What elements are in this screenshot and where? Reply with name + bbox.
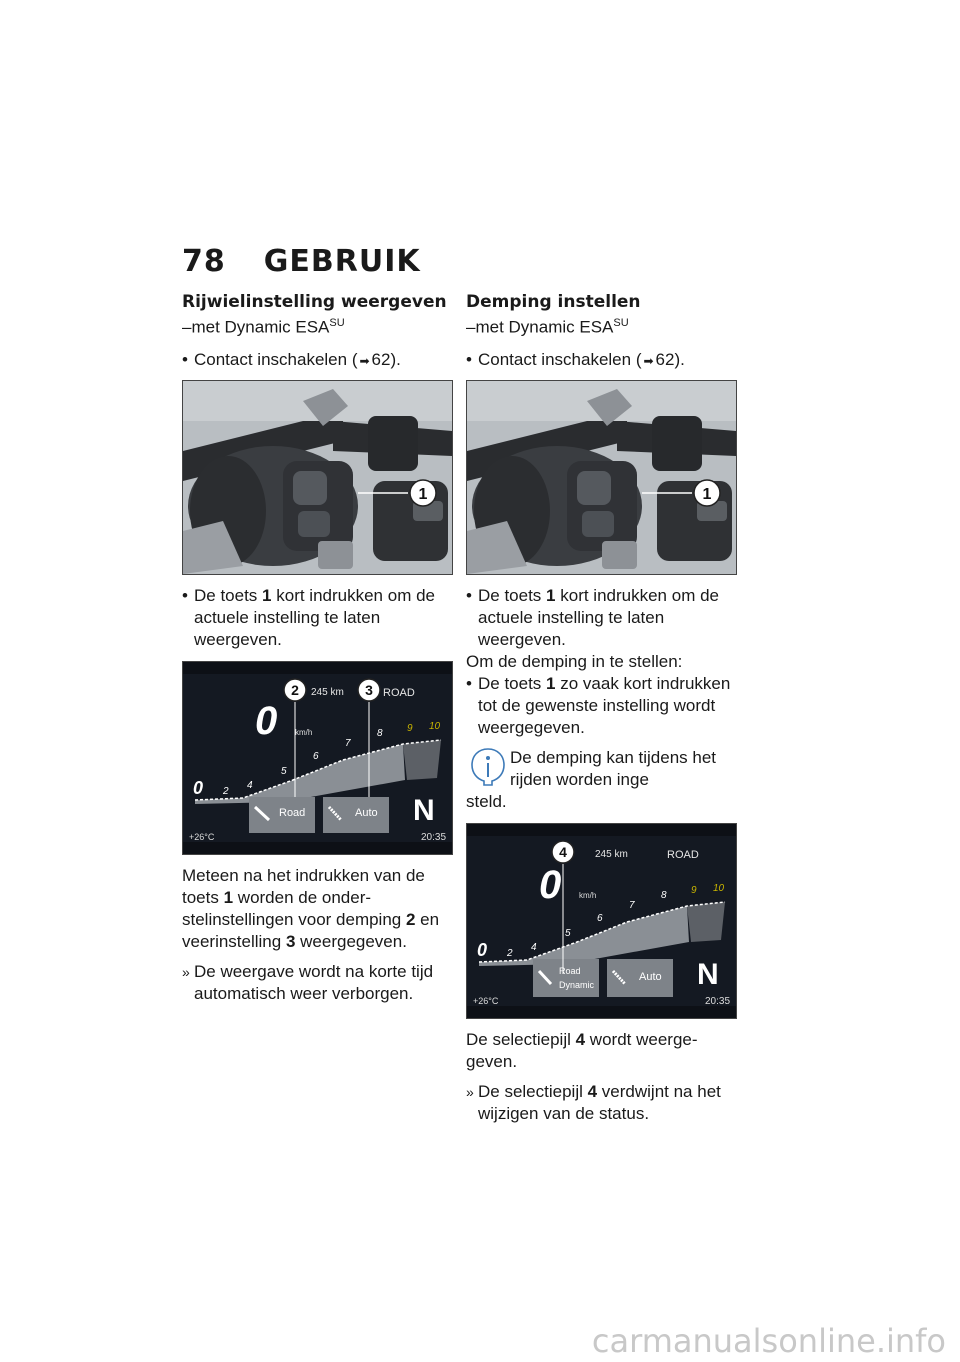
tft-range: 245 km — [311, 686, 344, 698]
callout-4: 4 — [559, 843, 567, 860]
tft-display — [182, 661, 453, 855]
watermark: carmanualsonline.info — [591, 1322, 946, 1360]
tft-tick: 4 — [247, 779, 253, 791]
tft-tick: 8 — [661, 889, 667, 901]
step-text-ref: 62). — [371, 349, 401, 369]
tft-range: 245 km — [595, 848, 628, 860]
step-text: De toets — [478, 673, 547, 693]
tft-unit: km/h — [579, 890, 597, 900]
tft-spring: Auto — [639, 970, 662, 983]
result-note: » De weergave wordt na korte tijd automatisch weer verborgen. — [182, 961, 454, 1005]
page-header — [182, 244, 421, 279]
step-text: De toets — [478, 585, 547, 605]
tft-illustration — [467, 824, 736, 1018]
tft-tick: 5 — [281, 765, 287, 777]
ref-num: 2 — [405, 909, 416, 929]
callout-3: 3 — [365, 681, 373, 698]
tft-tick: 5 — [565, 927, 571, 939]
tft-tick: 7 — [345, 737, 351, 749]
ref-num: 4 — [575, 1029, 586, 1049]
sub-sup: SU — [613, 317, 629, 329]
para-text: wordt weergegeven. — [466, 1029, 698, 1071]
tft-tick: 7 — [629, 899, 635, 911]
button-number: 1 — [546, 673, 556, 693]
step-press-button — [466, 585, 738, 651]
step-text: kort indrukken om de actuele instelling te laten weergeven. — [194, 585, 435, 649]
step-contact-on — [182, 349, 454, 372]
handlebar-illustration — [467, 381, 736, 574]
ref-num: 3 — [285, 931, 296, 951]
tft-tick: 6 — [313, 750, 319, 762]
section-subheading — [182, 312, 454, 339]
step-text: zo vaak kort indrukken tot de gewenste instelling wordt weergegeven. — [478, 673, 731, 737]
step-select-damping — [466, 673, 738, 739]
tft-temp: +26°C — [189, 831, 215, 842]
explanation-paragraph — [182, 865, 454, 953]
callout-1: 1 — [702, 485, 712, 503]
tft-tick: 0 — [477, 939, 488, 960]
step-text: kort indrukken om de actuele instelling te laten weergeven. — [478, 585, 719, 649]
tft-speed: 0 — [539, 862, 562, 907]
info-icon — [470, 747, 506, 787]
chapter-title: GEBRUIK — [263, 244, 421, 279]
handlebar-illustration — [183, 381, 452, 574]
sub-prefix: –met Dynamic ESA — [466, 317, 614, 337]
tft-tick: 2 — [223, 785, 229, 797]
step-text: De toets — [194, 585, 263, 605]
para-text: Meteen na het indrukken van de toets — [182, 865, 425, 907]
step-text: Contact inschakelen ( — [194, 349, 358, 369]
left-column — [182, 292, 454, 1005]
section-subheading — [466, 312, 738, 339]
ref-num: 1 — [223, 887, 234, 907]
tft-damping-line2: Dynamic — [559, 979, 595, 990]
tft-time: 20:35 — [421, 831, 447, 843]
intro-text: Om de demping in te stellen: — [466, 651, 683, 671]
tft-tick: 10 — [429, 720, 441, 732]
result-note — [466, 1081, 738, 1125]
tft-tick: 9 — [407, 722, 413, 734]
tft-tick: 6 — [597, 912, 603, 924]
tft-mode: ROAD — [383, 686, 415, 699]
callout-1: 1 — [418, 485, 428, 503]
tft-display — [466, 823, 737, 1019]
info-note — [466, 747, 738, 813]
handlebar-photo — [182, 380, 453, 575]
tft-damping-line1: Road — [559, 965, 581, 976]
tft-temp: +26°C — [473, 995, 499, 1006]
para-text: worden de onderstelinstellingen voor demping — [182, 887, 406, 929]
tft-tick: 4 — [531, 941, 537, 953]
handlebar-photo — [466, 380, 737, 575]
button-number: 1 — [262, 585, 272, 605]
para-text: weergegeven. — [295, 931, 407, 951]
page-ref-arrow-icon: ➡ — [643, 353, 654, 368]
step-text: Contact inschakelen ( — [478, 349, 642, 369]
right-column — [466, 292, 738, 1125]
tft-tick: 2 — [507, 947, 513, 959]
ref-num: 4 — [587, 1081, 598, 1101]
tft-gear: N — [697, 957, 719, 991]
tft-tick: 10 — [713, 882, 725, 894]
tft-time: 20:35 — [705, 995, 731, 1007]
step-text-ref: 62). — [655, 349, 685, 369]
tft-tick: 8 — [377, 727, 383, 739]
para-text: en veerinstelling — [182, 909, 440, 951]
page-number: 78 — [182, 244, 226, 279]
tft-illustration — [183, 662, 452, 854]
para-text: De selectiepijl — [466, 1029, 576, 1049]
tft-unit: km/h — [295, 727, 313, 737]
sub-sup: SU — [329, 317, 345, 329]
para-text: De selectiepijl — [478, 1081, 588, 1101]
section-heading: Rijwielinstelling weergeven — [182, 292, 447, 312]
explanation-paragraph — [466, 1029, 738, 1073]
info-text-tail: steld. — [466, 791, 507, 811]
tft-spring: Auto — [355, 806, 378, 819]
tft-damping: Road — [279, 806, 306, 819]
para-text: verdwijnt na het wijzigen van de status. — [478, 1081, 721, 1123]
sub-prefix: –met Dynamic ESA — [182, 317, 330, 337]
button-number: 1 — [546, 585, 556, 605]
tft-mode: ROAD — [667, 848, 699, 861]
tft-tick: 9 — [691, 884, 697, 896]
tft-gear: N — [413, 793, 435, 827]
info-text: De demping kan tijdens het rijden worden inge — [510, 747, 717, 789]
callout-2: 2 — [291, 681, 299, 698]
step-press-button — [182, 585, 454, 651]
tft-tick: 0 — [193, 777, 204, 798]
section-heading: Demping instellen — [466, 292, 641, 312]
step-contact-on — [466, 349, 738, 372]
page-ref-arrow-icon: ➡ — [359, 353, 370, 368]
tft-speed: 0 — [255, 698, 278, 743]
